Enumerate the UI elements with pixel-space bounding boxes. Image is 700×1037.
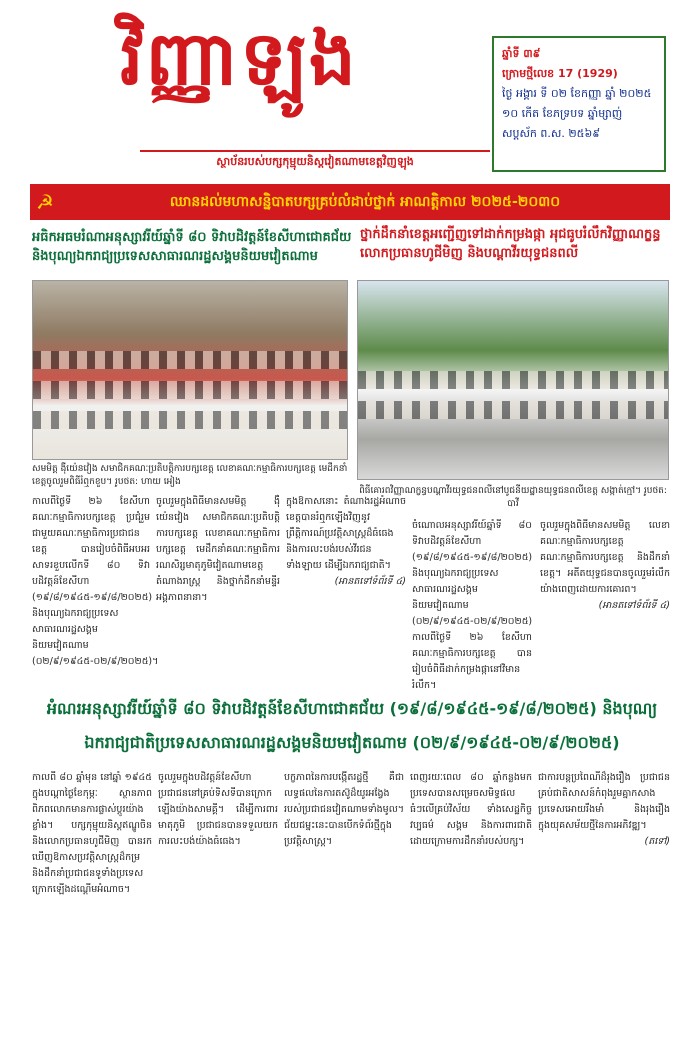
feature-text-4: ពេញរយៈពេល ៨០ ឆ្នាំកន្លងមក ប្រទេសបានសម្រេចសមិទ្ធផលធំៗលើគ្រប់វិស័យ ទាំងសេដ្ឋកិច្ច វប្បធម៌ សង្គម និងការពារជាតិ ដោយក្រោមការដឹកនាំរបស់បក្ស។ <box>410 772 532 847</box>
right-photo-caption: ពិធីគោរពវិញ្ញាណក្ខន្ធបណ្ដាវីរយុទ្ធជនពលីនៅបូជនីយដ្ឋានយុទ្ធជនពលីខេត្ត សង្កាត់ក្មៅ។ រូបថត: បាវី <box>359 486 667 509</box>
feature-column-3 <box>284 770 404 1025</box>
right-story-text-2: ចូលរួមក្នុងពិធីមានសមមិត្ត លេខាគណៈកម្មាធិការបក្សខេត្ត គណៈកម្មាធិការបក្សខេត្ត និងដឹកនាំខេត្ត។ អតីតយុទ្ធជនបានចូលរួមរំលឹកយ៉ាងពេញដោយការគោរព។ <box>540 520 670 595</box>
right-story-column-2 <box>540 518 670 672</box>
memorial-photo <box>357 280 669 480</box>
masthead <box>0 0 700 180</box>
issue-lunar-date: ១០ កើត ខែភទ្របទ ឆ្នាំម្សាញ់ <box>502 107 623 120</box>
issue-era: សប្តស័ក ព.ស. ២៥៦៩ <box>502 127 601 140</box>
feature-column-4 <box>410 770 532 1025</box>
banner-text: ឈានដល់មហាសន្និបាតបក្សគ្រប់លំដាប់ថ្នាក់ អាណត្តិកាល ២០២៥-២០៣០ <box>169 193 561 210</box>
hammer-sickle-icon: ☭ <box>36 190 54 214</box>
left-story-column-1 <box>32 494 159 672</box>
left-story-column-2 <box>156 494 280 672</box>
issue-date: ថ្ងៃ អង្គារ ទី ០២ ខែកញ្ញា ឆ្នាំ ២០២៥ <box>502 87 652 100</box>
left-story-headline: អធិកអធមរំណាអនុស្សាវរីយ៍ឆ្នាំទី ៨០ ទិវាបដិវត្តន៍ខែសីហាជោគជ័យ និងបុណ្យឯករាជ្យប្រទេសសាធារណរដ្ឋសង្គមនិយមវៀតណាម <box>32 230 352 264</box>
feature-column-2 <box>158 770 278 1025</box>
issue-year: ឆ្នាំទី ៣៩ <box>502 47 541 60</box>
feature-text-5: ជាការបន្តប្រពៃណីដ៏រុងរឿង ប្រជាជនគ្រប់ជាតិសាសន៍កំពុងរួមគ្នាកសាងប្រទេសអោយរឹងមាំ និងរុងរឿង ក្នុងយុគសម័យថ្មីនៃការអភិវឌ្ឍ។ <box>538 772 670 831</box>
ceremony-photo <box>32 280 348 460</box>
left-story-text-1: កាលពីថ្ងៃទី ២៦ ខែសីហា គណៈកម្មាធិការបក្សខេត្ត ប្រជុំរួមជាមួយគណៈកម្មាធិការប្រជាជនខេត្ត បានរៀបចំពិធីអបអរសាទរខួបលើកទី ៨០ ទិវាបដិវត្តន៍ខែសីហា (១៩/៨/១៩៤៥-១៩/៨/២០២៥) និងបុណ្យឯករាជ្យប្រទេសសាធារណរដ្ឋសង្គមនិយមវៀតណាម (០២/៩/១៩៤៥-០២/៩/២០២៥)។ <box>32 496 159 667</box>
right-story-column-1 <box>412 518 533 691</box>
newspaper-tagline: ស្ថាប័នរបស់បក្សកុម្មុយនិស្ដវៀតណាមខេត្តវិញឡុង <box>140 150 490 171</box>
feature-headline: អំណរអនុស្សាវរីយ៍ឆ្នាំទី ៨០ ទិវាបដិវត្តន៍ខែសីហាជោគជ័យ (១៩/៨/១៩៤៥-១៩/៨/២០២៥) និងបុណ្យឯករាជ្យជាតិប្រទេសសាធារណរដ្ឋសង្គមនិយមវៀតណាម (០២/៩/១៩៤៥-០២/៩/២០២៥) <box>46 699 658 752</box>
right-story-text-1: ចំណោលអនុស្សាវរីយ៍ឆ្នាំទី ៨០ ទិវាបដិវត្តន៍ខែសីហា (១៩/៨/១៩៤៥-១៩/៨/២០២៥) និងបុណ្យឯករាជ្យប្រទេសសាធារណរដ្ឋសង្គមនិយមវៀតណាម (០២/៩/១៩៤៥-០២/៩/២០២៥) កាលពីថ្ងៃទី ២៦ ខែសីហា គណៈកម្មាធិការបក្សខេត្ត បានរៀបចំពិធីដាក់កម្រងផ្កានៅវិមានរំលឹក។ <box>412 520 533 691</box>
left-photo-caption: សមមិត្ត ង៉ឺយ៉េនវៀង សមាជិកគណៈប្រតិបត្តិការបក្សខេត្ត លេខាគណៈកម្មាធិការបក្សខេត្ត មេដឹកនាំខេត្តចូលរួមពិធីរំឮកខួប។ រូបថត: ហាយ អៀង <box>32 464 348 487</box>
feature-column-1 <box>32 770 152 1025</box>
feature-column-5 <box>538 770 670 1025</box>
issue-info-box <box>492 36 666 172</box>
feature-continued: (តទៅ) <box>644 836 670 847</box>
feature-text-1: កាលពី ៨០ ឆ្នាំមុន នៅឆ្នាំ ១៩៤៥ ក្នុងបណ្តាថ្ងៃខែកុម្ភៈ ស្ថានភាពពិភពលោកមានការផ្លាស់ប្តូរយ៉ាងខ្លាំង។ បក្សកុម្មុយនិស្តឥណ្ឌូចិន និងលោកប្រធានហូជីមិញ បានរកឃើញឱកាសប្រវត្តិសាស្ត្រដ៏កម្រ និងដឹកនាំប្រជាជនទូទាំងប្រទេសក្រោកឡើងដណ្តើមអំណាច។ <box>32 772 152 895</box>
left-story-continued: (អានតទៅទំព័រទី ៤) <box>334 576 406 587</box>
issue-number: ក្រោមថ្មីលេខ 17 (1929) <box>502 67 618 80</box>
newspaper-logo: វិញ្ញាឡូង <box>120 16 358 102</box>
feature-text-3: បក្ខភាពនៃការបង្កើតរដ្ឋថ្មី គឺជាលទ្ធផលនៃការតស៊ូដ៏យូរអង្វែងរបស់ប្រជាជនវៀតណាមទាំងមូល។ ជ័យជម្នះនេះបានបើកទំព័រថ្មីក្នុងប្រវត្តិសាស្ត្រ។ <box>284 772 405 847</box>
left-story-column-3 <box>286 494 406 672</box>
right-story-continued: (អានតទៅទំព័រទី ៤) <box>598 600 670 611</box>
top-banner <box>30 184 670 220</box>
left-story-text-2: ចូលរួមក្នុងពិធីមានសមមិត្ត ង៉ឺយ៉េនវៀង សមាជិកគណៈប្រតិបត្តិការបក្សខេត្ត លេខាគណៈកម្មាធិការបក្សខេត្ត មេដឹកនាំគណៈកម្មាធិការរណសិរ្សមាតុភូមិវៀតណាមខេត្ត តំណាងរាស្ត្រ និងថ្នាក់ដឹកនាំមន្ទីរ អង្គភាពនានា។ <box>156 496 280 603</box>
feature-text-2: ចូលរួមក្នុងបដិវត្តន៍ខែសីហា ប្រជាជននៅគ្រប់ទិសទីបានក្រោកឡើងយ៉ាងសាមគ្គី។ ដើម្បីការពារមាតុភូមិ ប្រជាជនបានទទួលយកការលះបង់យ៉ាងធំធេង។ <box>158 772 278 847</box>
right-story-headline: ថ្នាក់ដឹកនាំខេត្តអញ្ជើញទៅដាក់កម្រងផ្កា អុជធូបរំលឹកវិញ្ញាណក្ខន្ធលោកប្រធានហូជីមិញ និងបណ្ដាវីរយុទ្ធជនពលី <box>360 227 661 261</box>
left-story-text-3: ក្នុងឱកាសនោះ តំណាងរដ្ឋអំណាចខេត្តបានរំឮកឡើងវិញនូវព្រឹត្តិការណ៍ប្រវត្តិសាស្ត្រដ៏ធំធេង និងការលះបង់របស់វីរជនទាំងឡាយ ដើម្បីឯករាជ្យជាតិ។ <box>286 496 406 571</box>
